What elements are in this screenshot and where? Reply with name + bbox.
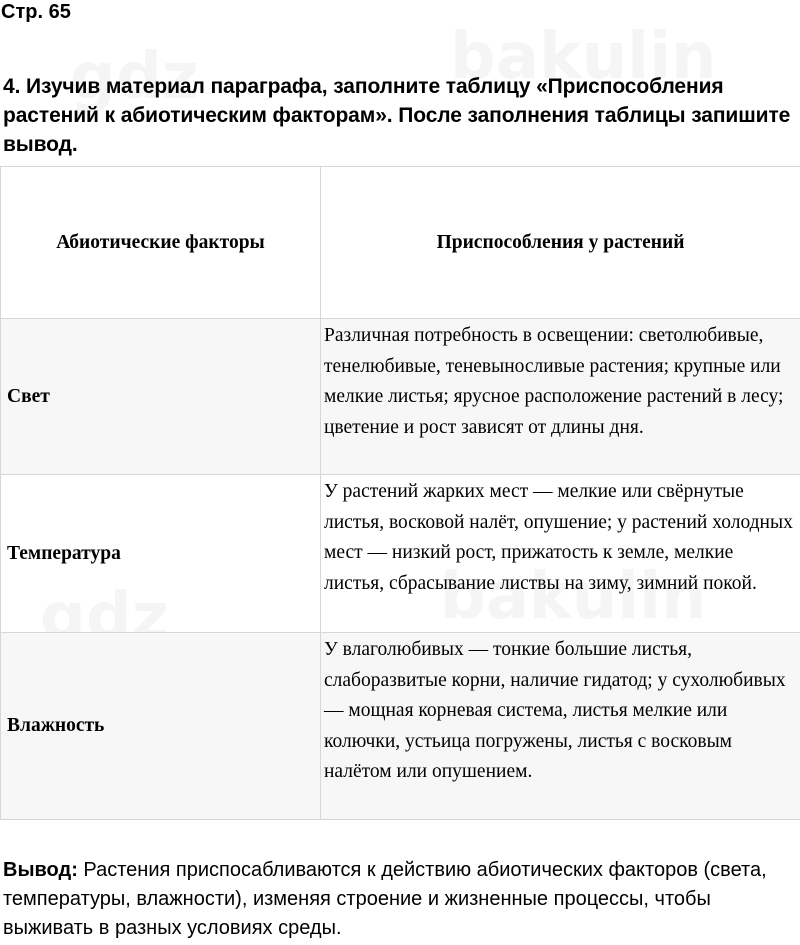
adaptation-cell: У влаголюбивых — тонкие большие листья, слаборазвитые корни, наличие гидатод; у сухолюбивых — мощная корневая система, листья мелкие или колючки, устьица погружены, листья с восковым налётом или опушением. <box>321 633 800 820</box>
table-row <box>1 319 800 475</box>
adaptation-cell: Различная потребность в освещении: светолюбивые, тенелюбивые, теневыносливые растения; крупные или мелкие листья; ярусное расположение растений в лесу; цветение и рост зависят от длины дня. <box>321 319 800 475</box>
conclusion-text: Растения приспосабливаются к действию абиотических факторов (света, температуры, влажности), изменяя строение и жизненные процессы, чтобы выживать в разных условиях среды. <box>3 859 767 939</box>
header-plant-adaptations: Приспособления у растений <box>321 167 800 319</box>
page-number: Стр. 65 <box>1 1 71 23</box>
factor-cell: Температура <box>1 475 321 633</box>
table-header-row <box>1 167 800 319</box>
header-abiotic-factors: Абиотические факторы <box>1 167 321 319</box>
adaptations-table <box>0 166 800 820</box>
factor-cell: Влажность <box>1 633 321 820</box>
table-row <box>1 475 800 633</box>
conclusion <box>3 856 798 943</box>
table-row <box>1 633 800 820</box>
conclusion-label: Вывод: <box>3 859 78 881</box>
factor-cell: Свет <box>1 319 321 475</box>
task-statement: 4. Изучив материал параграфа, заполните таблицу «Приспособления растений к абиотическим факторам». После заполнения таблицы запишите вывод. <box>3 75 791 156</box>
adaptation-cell: У растений жарких мест — мелкие или свёрнутые листья, восковой налёт, опушение; у растений холодных мест — низкий рост, прижатость к земле, мелкие листья, сбрасывание листвы на зиму, зимний покой. <box>321 475 800 633</box>
